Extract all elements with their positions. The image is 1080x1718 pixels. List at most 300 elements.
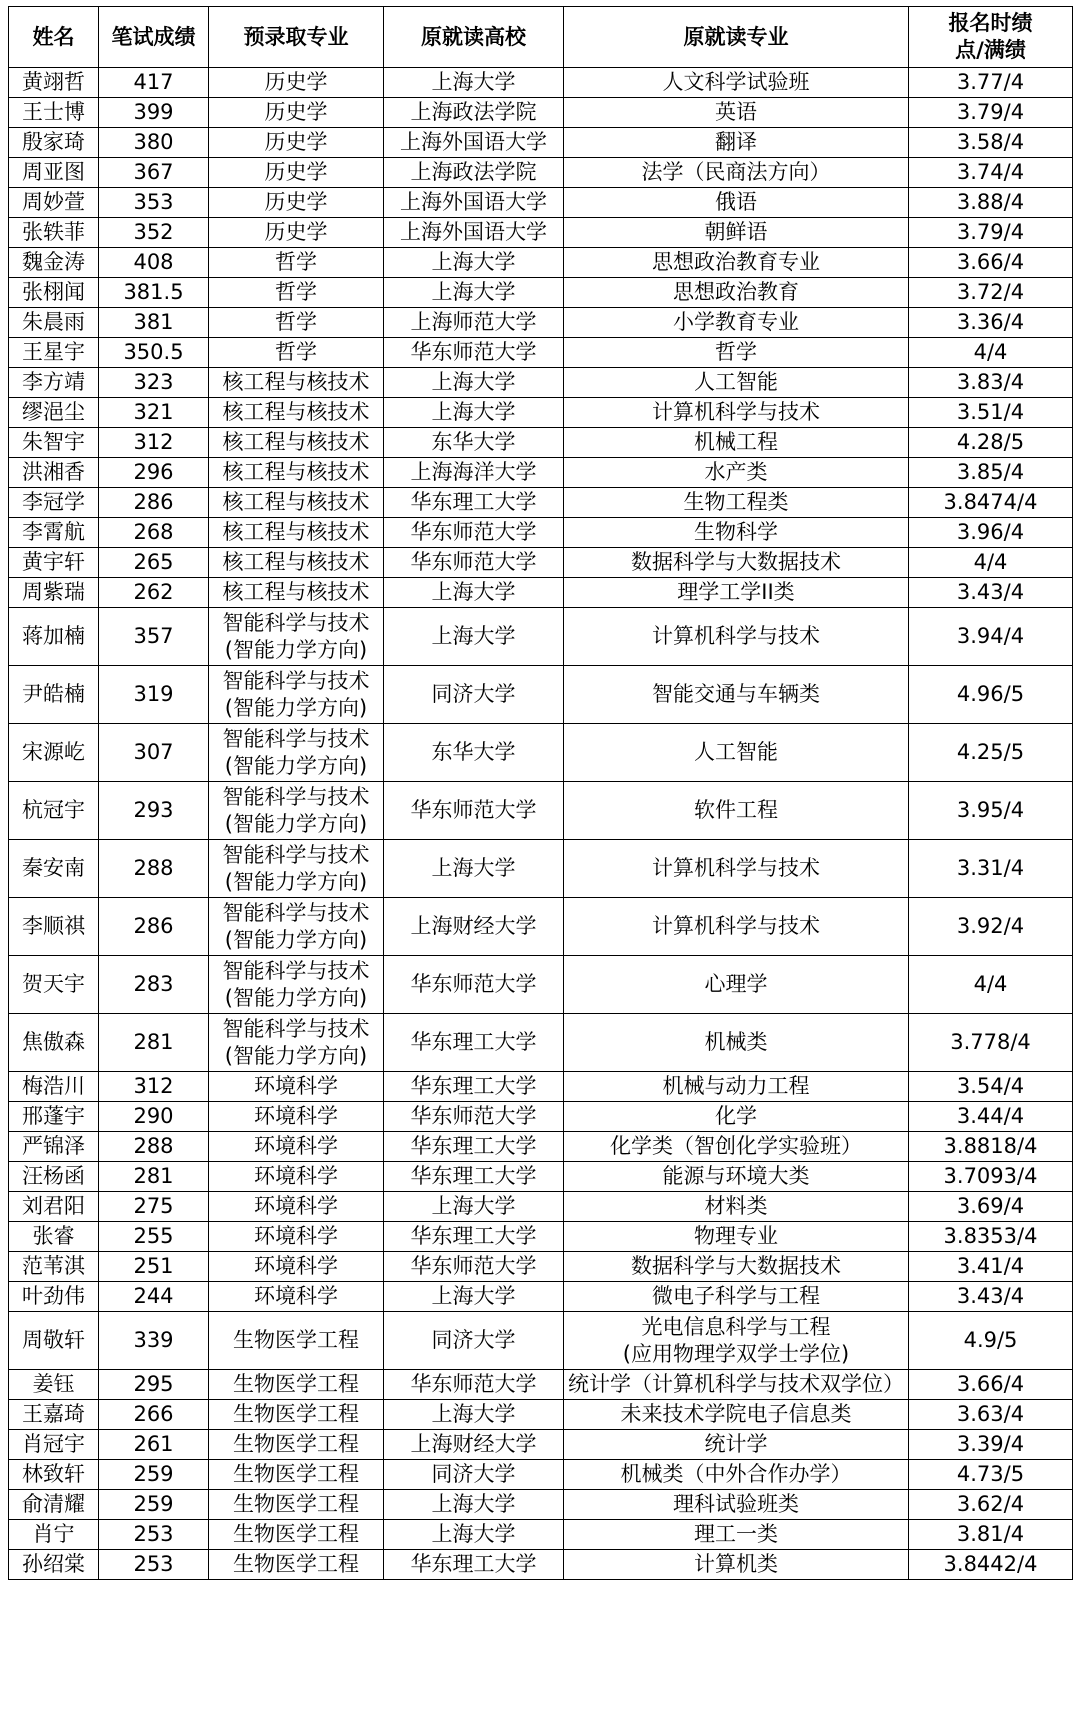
cell-name: 严锦泽 — [9, 1132, 99, 1162]
cell-original-university: 上海财经大学 — [384, 1430, 564, 1460]
cell-original-university: 华东师范大学 — [384, 338, 564, 368]
cell-name: 肖冠宇 — [9, 1430, 99, 1460]
cell-written-score: 281 — [99, 1014, 209, 1072]
cell-admitted-major: 生物医学工程 — [209, 1430, 384, 1460]
cell-name: 周亚图 — [9, 158, 99, 188]
cell-original-major: 人工智能 — [564, 368, 909, 398]
cell-original-major: 法学（民商法方向） — [564, 158, 909, 188]
table-row — [9, 518, 1073, 548]
cell-admitted-major: 生物医学工程 — [209, 1370, 384, 1400]
cell-name: 黄宇轩 — [9, 548, 99, 578]
cell-original-university: 上海外国语大学 — [384, 218, 564, 248]
table-row — [9, 1550, 1073, 1580]
table-row — [9, 158, 1073, 188]
cell-name: 张轶菲 — [9, 218, 99, 248]
cell-written-score: 266 — [99, 1400, 209, 1430]
table-row — [9, 1370, 1073, 1400]
cell-written-score: 307 — [99, 724, 209, 782]
cell-original-major: 化学类（智创化学实验班） — [564, 1132, 909, 1162]
cell-gpa: 3.69/4 — [909, 1192, 1073, 1222]
cell-original-university: 上海大学 — [384, 1400, 564, 1430]
cell-written-score: 408 — [99, 248, 209, 278]
cell-admitted-major: 智能科学与技术 (智能力学方向) — [209, 840, 384, 898]
cell-original-major: 小学教育专业 — [564, 308, 909, 338]
table-row — [9, 956, 1073, 1014]
cell-original-university: 上海海洋大学 — [384, 458, 564, 488]
table-row — [9, 398, 1073, 428]
cell-original-university: 华东理工大学 — [384, 1162, 564, 1192]
cell-original-university: 东华大学 — [384, 428, 564, 458]
cell-gpa: 4/4 — [909, 956, 1073, 1014]
table-row — [9, 488, 1073, 518]
cell-written-score: 290 — [99, 1102, 209, 1132]
cell-original-major: 材料类 — [564, 1192, 909, 1222]
cell-gpa: 3.39/4 — [909, 1430, 1073, 1460]
cell-original-major: 数据科学与大数据技术 — [564, 548, 909, 578]
results-table-container — [8, 6, 1073, 1580]
cell-original-university: 华东师范大学 — [384, 1252, 564, 1282]
cell-written-score: 268 — [99, 518, 209, 548]
header-original-university: 原就读高校 — [384, 7, 564, 68]
cell-gpa: 3.72/4 — [909, 278, 1073, 308]
cell-original-major: 计算机类 — [564, 1550, 909, 1580]
cell-admitted-major: 核工程与核技术 — [209, 488, 384, 518]
cell-admitted-major: 环境科学 — [209, 1252, 384, 1282]
cell-original-major: 思想政治教育专业 — [564, 248, 909, 278]
cell-name: 黄翊哲 — [9, 68, 99, 98]
cell-original-major: 机械与动力工程 — [564, 1072, 909, 1102]
cell-written-score: 323 — [99, 368, 209, 398]
cell-original-university: 上海财经大学 — [384, 898, 564, 956]
cell-gpa: 3.88/4 — [909, 188, 1073, 218]
cell-gpa: 4.96/5 — [909, 666, 1073, 724]
cell-original-major: 化学 — [564, 1102, 909, 1132]
cell-gpa: 3.8474/4 — [909, 488, 1073, 518]
cell-name: 李方靖 — [9, 368, 99, 398]
table-row — [9, 1282, 1073, 1312]
cell-original-major: 生物科学 — [564, 518, 909, 548]
cell-admitted-major: 环境科学 — [209, 1132, 384, 1162]
cell-admitted-major: 生物医学工程 — [209, 1460, 384, 1490]
cell-original-major: 软件工程 — [564, 782, 909, 840]
cell-original-major: 数据科学与大数据技术 — [564, 1252, 909, 1282]
cell-written-score: 319 — [99, 666, 209, 724]
cell-gpa: 3.51/4 — [909, 398, 1073, 428]
cell-gpa: 4.9/5 — [909, 1312, 1073, 1370]
cell-name: 王嘉琦 — [9, 1400, 99, 1430]
table-row — [9, 1520, 1073, 1550]
cell-original-major: 人文科学试验班 — [564, 68, 909, 98]
cell-name: 俞清耀 — [9, 1490, 99, 1520]
cell-written-score: 295 — [99, 1370, 209, 1400]
header-written-score: 笔试成绩 — [99, 7, 209, 68]
cell-original-major: 统计学 — [564, 1430, 909, 1460]
cell-written-score: 281 — [99, 1162, 209, 1192]
cell-admitted-major: 历史学 — [209, 188, 384, 218]
cell-original-major: 心理学 — [564, 956, 909, 1014]
table-row — [9, 428, 1073, 458]
cell-original-university: 上海师范大学 — [384, 308, 564, 338]
cell-written-score: 417 — [99, 68, 209, 98]
cell-gpa: 3.54/4 — [909, 1072, 1073, 1102]
header-admitted-major: 预录取专业 — [209, 7, 384, 68]
cell-written-score: 253 — [99, 1520, 209, 1550]
cell-admitted-major: 智能科学与技术 (智能力学方向) — [209, 724, 384, 782]
cell-name: 叶劲伟 — [9, 1282, 99, 1312]
table-row — [9, 1312, 1073, 1370]
cell-original-major: 理科试验班类 — [564, 1490, 909, 1520]
cell-name: 孙绍棠 — [9, 1550, 99, 1580]
cell-name: 王士博 — [9, 98, 99, 128]
cell-written-score: 244 — [99, 1282, 209, 1312]
cell-original-major: 物理专业 — [564, 1222, 909, 1252]
table-row — [9, 458, 1073, 488]
cell-admitted-major: 核工程与核技术 — [209, 398, 384, 428]
cell-written-score: 275 — [99, 1192, 209, 1222]
cell-gpa: 3.8442/4 — [909, 1550, 1073, 1580]
cell-gpa: 3.66/4 — [909, 248, 1073, 278]
cell-admitted-major: 环境科学 — [209, 1282, 384, 1312]
cell-original-university: 华东师范大学 — [384, 548, 564, 578]
cell-name: 梅浩川 — [9, 1072, 99, 1102]
cell-gpa: 3.81/4 — [909, 1520, 1073, 1550]
cell-admitted-major: 哲学 — [209, 338, 384, 368]
table-row — [9, 1162, 1073, 1192]
cell-original-major: 机械工程 — [564, 428, 909, 458]
cell-gpa: 4.25/5 — [909, 724, 1073, 782]
cell-written-score: 286 — [99, 488, 209, 518]
cell-original-university: 上海大学 — [384, 578, 564, 608]
cell-admitted-major: 历史学 — [209, 68, 384, 98]
cell-name: 李冠学 — [9, 488, 99, 518]
cell-original-major: 水产类 — [564, 458, 909, 488]
cell-original-major: 计算机科学与技术 — [564, 608, 909, 666]
cell-original-major: 哲学 — [564, 338, 909, 368]
cell-original-major: 俄语 — [564, 188, 909, 218]
cell-gpa: 3.79/4 — [909, 218, 1073, 248]
cell-gpa: 3.8818/4 — [909, 1132, 1073, 1162]
cell-original-university: 上海大学 — [384, 608, 564, 666]
cell-written-score: 350.5 — [99, 338, 209, 368]
cell-gpa: 4.28/5 — [909, 428, 1073, 458]
table-row — [9, 1460, 1073, 1490]
cell-original-major: 微电子科学与工程 — [564, 1282, 909, 1312]
cell-name: 李霄航 — [9, 518, 99, 548]
cell-original-major: 人工智能 — [564, 724, 909, 782]
cell-admitted-major: 智能科学与技术 (智能力学方向) — [209, 1014, 384, 1072]
cell-written-score: 259 — [99, 1490, 209, 1520]
table-row — [9, 898, 1073, 956]
cell-original-major: 智能交通与车辆类 — [564, 666, 909, 724]
cell-original-university: 上海大学 — [384, 68, 564, 98]
cell-admitted-major: 历史学 — [209, 98, 384, 128]
cell-name: 殷家琦 — [9, 128, 99, 158]
cell-gpa: 3.74/4 — [909, 158, 1073, 188]
cell-original-major: 英语 — [564, 98, 909, 128]
cell-name: 姜钰 — [9, 1370, 99, 1400]
cell-original-major: 理学工学II类 — [564, 578, 909, 608]
cell-name: 李顺祺 — [9, 898, 99, 956]
cell-name: 周紫瑞 — [9, 578, 99, 608]
cell-admitted-major: 生物医学工程 — [209, 1520, 384, 1550]
cell-name: 杭冠宇 — [9, 782, 99, 840]
table-row — [9, 724, 1073, 782]
cell-original-major: 思想政治教育 — [564, 278, 909, 308]
cell-written-score: 259 — [99, 1460, 209, 1490]
cell-admitted-major: 生物医学工程 — [209, 1312, 384, 1370]
table-row — [9, 188, 1073, 218]
cell-admitted-major: 哲学 — [209, 248, 384, 278]
table-row — [9, 278, 1073, 308]
cell-original-major: 翻译 — [564, 128, 909, 158]
cell-original-university: 上海大学 — [384, 1192, 564, 1222]
cell-written-score: 296 — [99, 458, 209, 488]
cell-name: 张睿 — [9, 1222, 99, 1252]
table-header-row — [9, 7, 1073, 68]
cell-gpa: 3.95/4 — [909, 782, 1073, 840]
cell-gpa: 3.83/4 — [909, 368, 1073, 398]
table-row — [9, 1014, 1073, 1072]
cell-gpa: 3.778/4 — [909, 1014, 1073, 1072]
cell-original-university: 同济大学 — [384, 1460, 564, 1490]
cell-original-major: 能源与环境大类 — [564, 1162, 909, 1192]
cell-original-university: 华东师范大学 — [384, 956, 564, 1014]
table-row — [9, 68, 1073, 98]
table-row — [9, 1490, 1073, 1520]
cell-gpa: 3.44/4 — [909, 1102, 1073, 1132]
table-row — [9, 308, 1073, 338]
cell-original-major: 计算机科学与技术 — [564, 840, 909, 898]
cell-name: 周妙萱 — [9, 188, 99, 218]
cell-name: 朱智宇 — [9, 428, 99, 458]
cell-name: 王星宇 — [9, 338, 99, 368]
cell-gpa: 3.8353/4 — [909, 1222, 1073, 1252]
table-row — [9, 1252, 1073, 1282]
cell-written-score: 312 — [99, 428, 209, 458]
table-row — [9, 338, 1073, 368]
cell-admitted-major: 哲学 — [209, 308, 384, 338]
cell-gpa: 3.92/4 — [909, 898, 1073, 956]
cell-original-university: 华东理工大学 — [384, 1550, 564, 1580]
cell-original-major: 机械类（中外合作办学） — [564, 1460, 909, 1490]
cell-gpa: 3.41/4 — [909, 1252, 1073, 1282]
cell-written-score: 321 — [99, 398, 209, 428]
cell-admitted-major: 历史学 — [209, 158, 384, 188]
cell-written-score: 261 — [99, 1430, 209, 1460]
admission-results-table — [8, 6, 1073, 1580]
cell-original-university: 华东理工大学 — [384, 1072, 564, 1102]
cell-admitted-major: 环境科学 — [209, 1162, 384, 1192]
cell-admitted-major: 生物医学工程 — [209, 1490, 384, 1520]
cell-original-major: 理工一类 — [564, 1520, 909, 1550]
table-row — [9, 1192, 1073, 1222]
cell-written-score: 288 — [99, 1132, 209, 1162]
cell-name: 蒋加楠 — [9, 608, 99, 666]
cell-admitted-major: 核工程与核技术 — [209, 458, 384, 488]
cell-admitted-major: 环境科学 — [209, 1072, 384, 1102]
cell-written-score: 251 — [99, 1252, 209, 1282]
cell-original-major: 生物工程类 — [564, 488, 909, 518]
cell-gpa: 3.62/4 — [909, 1490, 1073, 1520]
cell-written-score: 381 — [99, 308, 209, 338]
cell-gpa: 3.7093/4 — [909, 1162, 1073, 1192]
cell-original-major: 未来技术学院电子信息类 — [564, 1400, 909, 1430]
table-row — [9, 1072, 1073, 1102]
table-row — [9, 840, 1073, 898]
table-row — [9, 368, 1073, 398]
cell-gpa: 3.31/4 — [909, 840, 1073, 898]
header-original-major: 原就读专业 — [564, 7, 909, 68]
cell-admitted-major: 核工程与核技术 — [209, 368, 384, 398]
cell-original-major: 计算机科学与技术 — [564, 398, 909, 428]
table-row — [9, 1430, 1073, 1460]
table-row — [9, 248, 1073, 278]
cell-written-score: 255 — [99, 1222, 209, 1252]
cell-gpa: 3.66/4 — [909, 1370, 1073, 1400]
cell-original-university: 上海大学 — [384, 368, 564, 398]
cell-written-score: 265 — [99, 548, 209, 578]
cell-gpa: 3.63/4 — [909, 1400, 1073, 1430]
cell-admitted-major: 环境科学 — [209, 1192, 384, 1222]
cell-written-score: 288 — [99, 840, 209, 898]
cell-name: 邢蓬宇 — [9, 1102, 99, 1132]
cell-gpa: 3.36/4 — [909, 308, 1073, 338]
cell-gpa: 4.73/5 — [909, 1460, 1073, 1490]
cell-gpa: 3.94/4 — [909, 608, 1073, 666]
cell-name: 魏金涛 — [9, 248, 99, 278]
cell-written-score: 381.5 — [99, 278, 209, 308]
cell-admitted-major: 智能科学与技术 (智能力学方向) — [209, 898, 384, 956]
cell-original-university: 上海大学 — [384, 1490, 564, 1520]
cell-original-major: 光电信息科学与工程 (应用物理学双学士学位) — [564, 1312, 909, 1370]
cell-admitted-major: 核工程与核技术 — [209, 578, 384, 608]
cell-admitted-major: 历史学 — [209, 128, 384, 158]
cell-name: 肖宁 — [9, 1520, 99, 1550]
cell-admitted-major: 智能科学与技术 (智能力学方向) — [209, 782, 384, 840]
table-row — [9, 666, 1073, 724]
cell-written-score: 312 — [99, 1072, 209, 1102]
table-row — [9, 1132, 1073, 1162]
table-row — [9, 608, 1073, 666]
cell-original-university: 上海大学 — [384, 398, 564, 428]
cell-original-university: 上海大学 — [384, 1520, 564, 1550]
cell-original-university: 上海大学 — [384, 840, 564, 898]
cell-written-score: 353 — [99, 188, 209, 218]
cell-written-score: 357 — [99, 608, 209, 666]
cell-name: 宋源屹 — [9, 724, 99, 782]
cell-original-university: 华东理工大学 — [384, 1014, 564, 1072]
table-row — [9, 548, 1073, 578]
cell-original-university: 上海政法学院 — [384, 98, 564, 128]
cell-gpa: 3.79/4 — [909, 98, 1073, 128]
header-gpa: 报名时绩 点/满绩 — [909, 7, 1073, 68]
table-row — [9, 1222, 1073, 1252]
cell-gpa: 4/4 — [909, 338, 1073, 368]
cell-admitted-major: 核工程与核技术 — [209, 518, 384, 548]
cell-original-university: 华东理工大学 — [384, 488, 564, 518]
cell-original-university: 上海大学 — [384, 248, 564, 278]
cell-written-score: 399 — [99, 98, 209, 128]
cell-name: 汪杨函 — [9, 1162, 99, 1192]
cell-name: 范苇淇 — [9, 1252, 99, 1282]
cell-gpa: 3.96/4 — [909, 518, 1073, 548]
cell-name: 周敬轩 — [9, 1312, 99, 1370]
table-row — [9, 578, 1073, 608]
cell-written-score: 339 — [99, 1312, 209, 1370]
cell-admitted-major: 核工程与核技术 — [209, 548, 384, 578]
cell-written-score: 262 — [99, 578, 209, 608]
cell-admitted-major: 智能科学与技术 (智能力学方向) — [209, 666, 384, 724]
cell-gpa: 3.58/4 — [909, 128, 1073, 158]
cell-name: 刘君阳 — [9, 1192, 99, 1222]
cell-original-university: 华东师范大学 — [384, 782, 564, 840]
table-row — [9, 782, 1073, 840]
table-row — [9, 128, 1073, 158]
cell-admitted-major: 哲学 — [209, 278, 384, 308]
cell-original-university: 同济大学 — [384, 666, 564, 724]
cell-admitted-major: 历史学 — [209, 218, 384, 248]
cell-name: 焦傲森 — [9, 1014, 99, 1072]
cell-name: 林致轩 — [9, 1460, 99, 1490]
cell-name: 秦安南 — [9, 840, 99, 898]
cell-gpa: 3.85/4 — [909, 458, 1073, 488]
cell-written-score: 352 — [99, 218, 209, 248]
cell-original-university: 上海大学 — [384, 278, 564, 308]
cell-admitted-major: 智能科学与技术 (智能力学方向) — [209, 956, 384, 1014]
cell-gpa: 3.77/4 — [909, 68, 1073, 98]
table-row — [9, 1400, 1073, 1430]
cell-written-score: 380 — [99, 128, 209, 158]
cell-gpa: 3.43/4 — [909, 578, 1073, 608]
cell-original-university: 华东师范大学 — [384, 1102, 564, 1132]
cell-admitted-major: 环境科学 — [209, 1222, 384, 1252]
cell-original-major: 计算机科学与技术 — [564, 898, 909, 956]
cell-name: 缪浥尘 — [9, 398, 99, 428]
table-row — [9, 98, 1073, 128]
cell-original-university: 华东理工大学 — [384, 1132, 564, 1162]
cell-original-major: 机械类 — [564, 1014, 909, 1072]
table-row — [9, 1102, 1073, 1132]
table-row — [9, 218, 1073, 248]
cell-original-university: 上海政法学院 — [384, 158, 564, 188]
cell-gpa: 4/4 — [909, 548, 1073, 578]
cell-admitted-major: 生物医学工程 — [209, 1400, 384, 1430]
cell-name: 贺天宇 — [9, 956, 99, 1014]
cell-admitted-major: 环境科学 — [209, 1102, 384, 1132]
cell-original-university: 东华大学 — [384, 724, 564, 782]
cell-name: 张栩闻 — [9, 278, 99, 308]
cell-original-major: 统计学（计算机科学与技术双学位） — [564, 1370, 909, 1400]
cell-name: 尹皓楠 — [9, 666, 99, 724]
cell-original-university: 华东师范大学 — [384, 518, 564, 548]
cell-written-score: 283 — [99, 956, 209, 1014]
cell-original-university: 华东理工大学 — [384, 1222, 564, 1252]
cell-original-university: 上海外国语大学 — [384, 128, 564, 158]
cell-original-university: 上海大学 — [384, 1282, 564, 1312]
cell-original-university: 华东师范大学 — [384, 1370, 564, 1400]
header-name: 姓名 — [9, 7, 99, 68]
cell-name: 洪湘香 — [9, 458, 99, 488]
cell-written-score: 367 — [99, 158, 209, 188]
cell-written-score: 286 — [99, 898, 209, 956]
cell-admitted-major: 核工程与核技术 — [209, 428, 384, 458]
cell-name: 朱晨雨 — [9, 308, 99, 338]
cell-original-major: 朝鲜语 — [564, 218, 909, 248]
cell-original-university: 上海外国语大学 — [384, 188, 564, 218]
cell-gpa: 3.43/4 — [909, 1282, 1073, 1312]
cell-admitted-major: 生物医学工程 — [209, 1550, 384, 1580]
cell-original-university: 同济大学 — [384, 1312, 564, 1370]
